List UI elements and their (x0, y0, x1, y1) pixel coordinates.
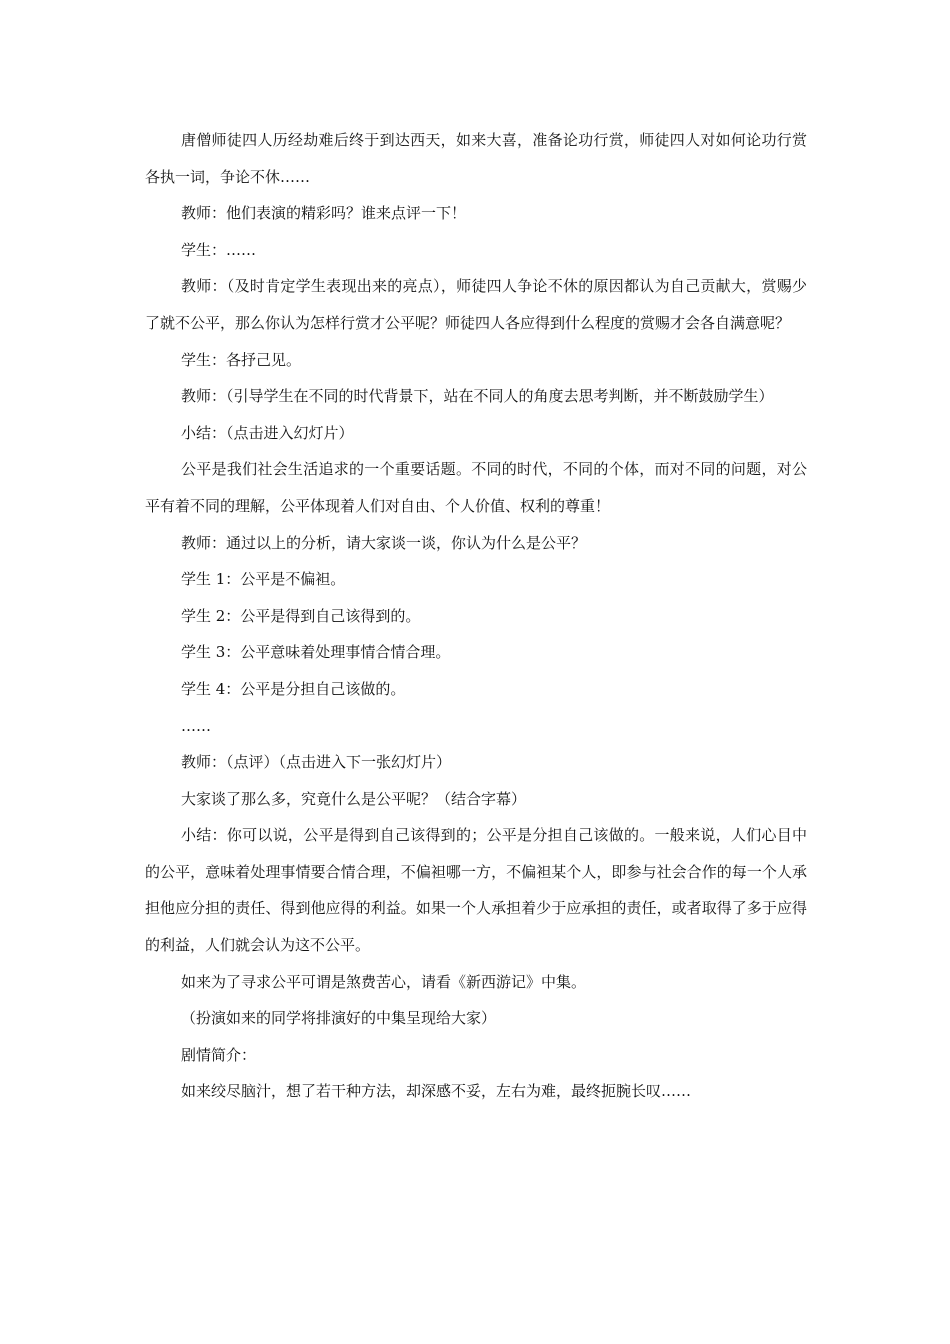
paragraph-rulai-intro: 如来为了寻求公平可谓是煞费苦心，请看《新西游记》中集。 (181, 972, 587, 991)
paragraph-fairness-topic: 公平是我们社会生活追求的一个重要话题。不同的时代，不同的个体，而对不同的问题，对公平有着不同的理解，公平体现着人们对自由、个人价值、权利的尊重！ (145, 460, 807, 515)
paragraph-teacher-affirm: 教师：（及时肯定学生表现出来的亮点），师徒四人争论不休的原因都认为自己贡献大，赏赐少了就不公平，那么你认为怎样行赏才公平呢？师徒四人各应得到什么程度的赏赐才会各自满意呢？ (145, 277, 807, 332)
paragraph-teacher-discuss: 教师：通过以上的分析，请大家谈一谈，你认为什么是公平？ (181, 533, 587, 552)
paragraph-plot-summary: 如来绞尽脑汁，想了若干种方法，却深感不妥，左右为难，最终扼腕长叹…… (181, 1082, 692, 1101)
paragraph-student-2: 学生 2：公平是得到自己该得到的。 (181, 606, 421, 625)
paragraph-student-opinions: 学生：各抒己见。 (181, 350, 302, 369)
paragraph-student-1: 学生 1：公平是不偏袒。 (181, 570, 346, 589)
paragraph-summary-fairness: 小结：你可以说，公平是得到自己该得到的；公平是分担自己该做的。一般来说，人们心目中的公平，意味着处理事情要合情合理，不偏袒哪一方，不偏袒某个人，即参与社会合作的每一个人承担他应分担的责任、得到他应得的利益。如果一个人承担着少于应承担的责任，或者取得了多于应得的利益，人们就会认为这不公平。 (145, 826, 807, 955)
paragraph-summary-slide: 小结：（点击进入幻灯片） (181, 423, 354, 442)
paragraph-plot-heading: 剧情简介： (181, 1045, 257, 1064)
paragraph-teacher-comment: 教师：（点评）（点击进入下一张幻灯片） (181, 753, 452, 772)
paragraph-student-3: 学生 3：公平意味着处理事情合情合理。 (181, 643, 451, 662)
paragraph-teacher-question: 教师：他们表演的精彩吗？谁来点评一下！ (181, 204, 467, 223)
paragraph-teacher-guide: 教师：（引导学生在不同的时代背景下，站在不同人的角度去思考判断，并不断鼓励学生） (181, 387, 774, 406)
document-body (145, 122, 807, 1110)
paragraph-story-intro: 唐僧师徒四人历经劫难后终于到达西天，如来大喜，准备论功行赏，师徒四人对如何论功行赏各执一词，争论不休…… (145, 131, 807, 186)
paragraph-ellipsis: …… (181, 716, 211, 735)
paragraph-performance-note: （扮演如来的同学将排演好的中集呈现给大家） (181, 1009, 497, 1028)
paragraph-student-response: 学生：…… (181, 240, 257, 259)
paragraph-what-is-fair: 大家谈了那么多，究竟什么是公平呢？（结合字幕） (181, 789, 527, 808)
paragraph-student-4: 学生 4：公平是分担自己该做的。 (181, 679, 406, 698)
